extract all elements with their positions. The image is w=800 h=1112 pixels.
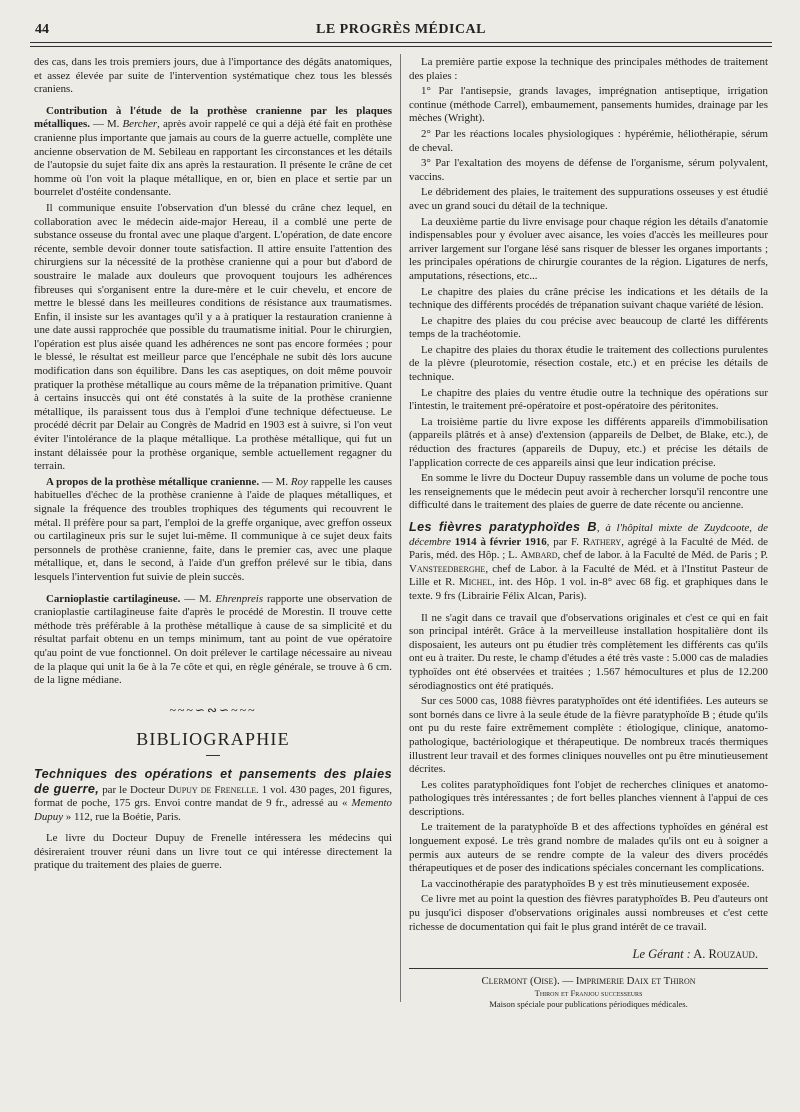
- running-header: [35, 22, 767, 40]
- review-paragraph: 2° Par les réactions locales physiologiques : hypérémie, héliothérapie, sérum de cheval.: [409, 127, 768, 154]
- imprint-rule: [409, 968, 768, 969]
- book-author-dupuy: Dupuy de Frenelle: [168, 783, 256, 796]
- review-paragraph: Le chapitre des plaies du thorax étudie le traitement des collections purulentes de la plèvre (pleurotomie, résection costale, etc.) et en précise les détails de technique.: [409, 343, 768, 384]
- header-rule-bottom: [30, 46, 772, 47]
- section-roy: [34, 476, 392, 585]
- section-heading-bibliographie: BIBLIOGRAPHIE: [136, 729, 290, 750]
- book-place: , à l'hôpital mixte de Zuydcoote, de décembre: [409, 522, 768, 548]
- review-paragraph: La première partie expose la technique des principales méthodes de traitement des plaies :: [409, 56, 768, 82]
- book-details: . 1 vol. 430 pages, 201 figures, format de poche, 175 grs. Envoi contre mandat de 9 fr., adressé au «: [34, 783, 393, 810]
- journal-title: LE PROGRÈS MÉDICAL: [315, 22, 487, 37]
- header-rule-top: [30, 42, 772, 43]
- review-paragraph: La troisième partie du livre expose les différents appareils d'immobilisation (appareils plâtrés et à anse) d'extension (appareils de Delbet, de Blake, etc.), de réduction des fractures (appareils de Dupuy, etc.) et précise les détails de l'application correcte de ces appareils ainsi que leur indication précise.: [409, 415, 768, 469]
- author-ambard: Ambard: [520, 549, 558, 562]
- review-paragraph: Il ne s'agit dans ce travail que d'observations originales et c'est ce qui en fait son principal intérêt. Grâce à la merveilleuse installation hospitalière dont ils disposaient, les auteurs ont pu étudier très complètement les différents cas qu'ils ont eu à traiter. Du reste, le champ d'études a été très vaste : 5.000 cas de maladies typhoïdes ont été observées et traitées ; 1.567 hémocultures et plus de 12.200 sérodiagnostics ont été pratiqués.: [409, 611, 768, 692]
- book-entry-paratyphoides: [409, 521, 768, 604]
- author-michel: Michel: [458, 576, 493, 589]
- review-paragraph: Le traitement de la paratyphoïde B et des affections typhoïdes en général est longuement exposé. Le très grand nombre de malades qu'ils ont eu à soigner a permis aux auteurs de se rendre compte de la valeur des divers procédés thérapeutiques et de poser des indications spéciales concernant les complications.: [409, 821, 768, 875]
- section-bercher-paragraph-2: Il communique ensuite l'observation d'un blessé du crâne chez lequel, en collaboration avec le médecin aide-major Hereau, il a comblé une perte de substance osseuse du frontal avec une plaque d'argent. L'opération, de date encore récente, semble devoir donner toute satisfaction. Il attire ensuite l'attention des chirurgiens sur la nécessité de la prothèse cranienne qui a pour but d'abord de soustraire le malade aux douleurs que provoquent toujours les adhérences fibreuses qui s'organisent entre la dure-mère et le cuir chevelu, et encore de mettre le blessé dans les meilleures conditions de résistance aux traumatismes. Enfin, il insiste sur les avantages qu'il y a à pratiquer la restauration cranienne à une date aussi rapprochée que possible du traumatisme initial. Pour le chirurgien, l'opération est plus aisée quand les adhérences ne sont pas encore formées ; pour le blessé, le résultat est meilleur parce que l'encéphale ne subit dès lors aucune modification dans son équilibre. Dans les cas aseptiques, on doit même pouvoir pratiquer la prothèse métallique au cours même de la trépanation primitive. Quant à certains insuccès qui ont été constatés à la suite de la prothèse cranienne métallique, ils paraissent tous dus à l'emploi d'une technique défectueuse. Le procédé décrit par Delair au Congrès de Madrid en 1903 est à suivre, si l'on veut éviter l'intolérance de la plaque métallique. La prothèse métallique, qui fut un instant délaissée pour la prothèse organique, semble actuellement regagner du terrain.: [34, 201, 392, 473]
- review-paragraph: 1° Par l'antisepsie, grands lavages, imprégnation antiseptique, irrigation continue (méthode Carrel), embaumement, pansements humides, drainage par les mèches (Wright).: [409, 85, 768, 125]
- review-paragraph: Les colites paratyphoïdiques font l'objet de recherches cliniques et anatomo-pathologiques très intéressantes ; de fort belles planches viennent à l'appui de ces descriptions.: [409, 778, 768, 818]
- review-paragraph: Le chapitre des plaies du cou précise avec beaucoup de clarté les différents temps de la trachéotomie.: [409, 314, 768, 341]
- section-bercher-title: Contribution à l'étude de la prothèse cranienne par les plaques métalliques.: [34, 104, 392, 131]
- dash: — M.: [89, 118, 123, 131]
- book-by: par le Docteur: [99, 783, 169, 796]
- book-journal: Memento Dupuy: [34, 797, 392, 823]
- gerant-name: A. Rouzaud.: [690, 947, 758, 962]
- section-ehrenpreis: [34, 593, 392, 688]
- author-desc: , agrégé à la Faculté de Méd. de Paris, méd. des Hôp. ; L.: [409, 535, 768, 562]
- author-ehrenpreis: Ehrenpreis: [215, 592, 264, 605]
- imprint-printer: Clermont (Oise). — Imprimerie Daix et Thiron: [481, 974, 696, 987]
- author-desc: , chef de Labor. à la Faculté de Méd. et à l'Institut Pasteur de Lille et R.: [409, 562, 768, 589]
- book-dates: 1914 à février 1916: [450, 535, 547, 548]
- review-paragraph: La vaccinothérapie des paratyphoïdes B y est très minutieusement exposée.: [421, 877, 750, 890]
- author-rathery: Rathery: [582, 535, 622, 548]
- review-paragraph: Ce livre met au point la question des fièvres paratyphoïdes B. Peu d'auteurs ont pu jusqu'ici disposer d'observations originales aussi nombreuses et c'est cette richesse de documentation qui fait le plus grand intérêt de ce travail.: [409, 893, 768, 933]
- left-column: [34, 56, 392, 873]
- section-heading-rule: [206, 755, 220, 756]
- review-paragraph: La deuxième partie du livre envisage pour chaque région les détails d'anatomie indispensables pour y évoluer avec aisance, les voies d'accès les meilleures pour arriver largement sur l'organe lésé sans risquer de blesser les organes importants ; les principales opérations de chirurgie courantes de la région. Ligatures de nerfs, amputations, résections, etc...: [409, 215, 768, 282]
- book-title-dupuy: Techniques des opérations et pansements des plaies de guerre,: [34, 766, 392, 796]
- book-title-paratyphoides: Les fièvres paratyphoïdes B: [409, 520, 597, 534]
- column-divider: [400, 54, 401, 1002]
- section-ehrenpreis-title: Carnioplastie cartilagineuse.: [46, 592, 181, 605]
- intro-paragraph: des cas, dans les trois premiers jours, due à l'importance des dégâts anatomiques, et assez élevée par suite de l'intervention systématique chez tous les blessés craniens.: [34, 56, 392, 96]
- section-roy-text: rappelle les causes habituelles d'échec de la prothèse cranienne à l'aide de plaques métalliques, et signale la fréquence des troubles trophiques des téguments qui recouvrent le métal. Il préfère pour sa part, l'emploi de la greffe organique, avec greffon osseux ou cartilagineux pris sur le sujet lui-même. Il communique à ce sujet deux faits personnels de prothèse cranienne, faite, dans le premier cas, avec une plaque métallique, et, dans le second, à l'aide d'un greffon prélevé sur le tibia, dans lesquels l'intervention fut suivie de plein succès.: [34, 475, 392, 583]
- section-bercher-text: , après avoir rappelé ce qui a déjà été fait en prothèse cranienne plus importante que jamais au cours de la guerre actuelle, complète une ancienne observation de M. Sebileau en rapportant les circonstances et les détails de l'autopsie du sujet faite dix ans après la restauration. Il présente le crâne de cet homme où l'on voit la plaque métallique, en or, bien en place et sertie par un bourrelet d'ostéite condensante.: [34, 118, 392, 199]
- right-column: [409, 56, 768, 1010]
- review-paragraph: 3° Par l'exaltation des moyens de défense de l'organisme, sérum polyvalent, vaccins.: [409, 157, 768, 183]
- author-desc: , chef de labor. à la Faculté de Méd. de Paris ; P.: [557, 549, 768, 562]
- review-paragraph: Le chapitre des plaies du crâne précise les indications et les détails de la technique des différents procédés de trépanation suivant chaque variété de lésion.: [409, 285, 768, 312]
- review-paragraph: En somme le livre du Docteur Dupuy rassemble dans un volume de poche tous les renseignements que le médecin peut avoir à rechercher lorsqu'il rencontre une difficulté dans le traitement des plaies de guerre de date récente ou ancienne.: [409, 472, 768, 512]
- ornament-divider: ~~~∽∾∽~~~: [169, 702, 257, 717]
- review-paragraph: Sur ces 5000 cas, 1088 fièvres paratyphoïdes ont été identifiées. Les auteurs se sont bornés dans ce livre à la seule étude de la fièvre paratyphoïde B ; étude qu'ils ont pu du reste faire extrêmement complète : étiologique, clinique, anatomo-pathologique, bactériologique et thérapeutique. De nombreux tracés thermiques illustrent leur travail et des formes cliniques nouvelles ont pu être minutieusement décrites.: [409, 695, 768, 776]
- gerant-line: [409, 948, 758, 962]
- author-bercher: Bercher: [122, 118, 158, 131]
- page-number: 44: [35, 22, 49, 37]
- book-by: , par F.: [546, 535, 583, 548]
- book-address: » 112, rue la Boétie, Paris.: [63, 810, 181, 823]
- imprint-successors: Thiron et Franjou successeurs: [534, 988, 643, 999]
- dash: — M.: [180, 592, 216, 605]
- gerant-label: Le Gérant :: [632, 947, 691, 962]
- book-entry-dupuy: [34, 768, 392, 824]
- book-review-dupuy-paragraph: Le livre du Docteur Dupuy de Frenelle intéressera les médecins qui désireraient trouver réuni dans un livre tout ce qui intéresse directement la pratique du traitement des plaies de guerre.: [34, 832, 392, 872]
- author-vansteedberghe: Vansteedberghe: [409, 562, 486, 575]
- dash: — M.: [259, 475, 291, 488]
- section-bercher: [34, 105, 392, 200]
- author-desc: , int. des Hôp. 1 vol. in-8° avec 68 fig. et graphiques dans le texte. 9 frs (Librairie Félix Alcan, Paris).: [409, 576, 768, 602]
- review-paragraph: Le débridement des plaies, le traitement des suppurations osseuses y est étudié avec un grand souci du détail de la technique.: [409, 186, 768, 212]
- section-ehrenpreis-text: rapporte une observation de cranioplastie cartilagineuse faite d'après le procédé de Morestin. Il trouve cette méthode très préférable à la prothèse métallique à cause de sa simplicité et du résultat parfait obtenu en un temps minimum, tant au point de vue opératoire qu'au point de vue fonctionnel. On doit prélever le cartilage nécessaire au niveau de la plaque qui unit la 6e à la 7e côte et qui, en règle générale, se trouve à 6 cm. de la ligne médiane.: [34, 592, 392, 687]
- author-roy: Roy: [290, 475, 308, 488]
- section-roy-title: A propos de la prothèse métallique cranienne.: [46, 475, 260, 488]
- review-paragraph: Le chapitre des plaies du ventre étudie outre la technique des opérations sur l'intestin, le traitement pré-opératoire et post-opératoire des péritonites.: [409, 386, 768, 413]
- imprint-specialty: Maison spéciale pour publications périodiques médicales.: [489, 999, 688, 1010]
